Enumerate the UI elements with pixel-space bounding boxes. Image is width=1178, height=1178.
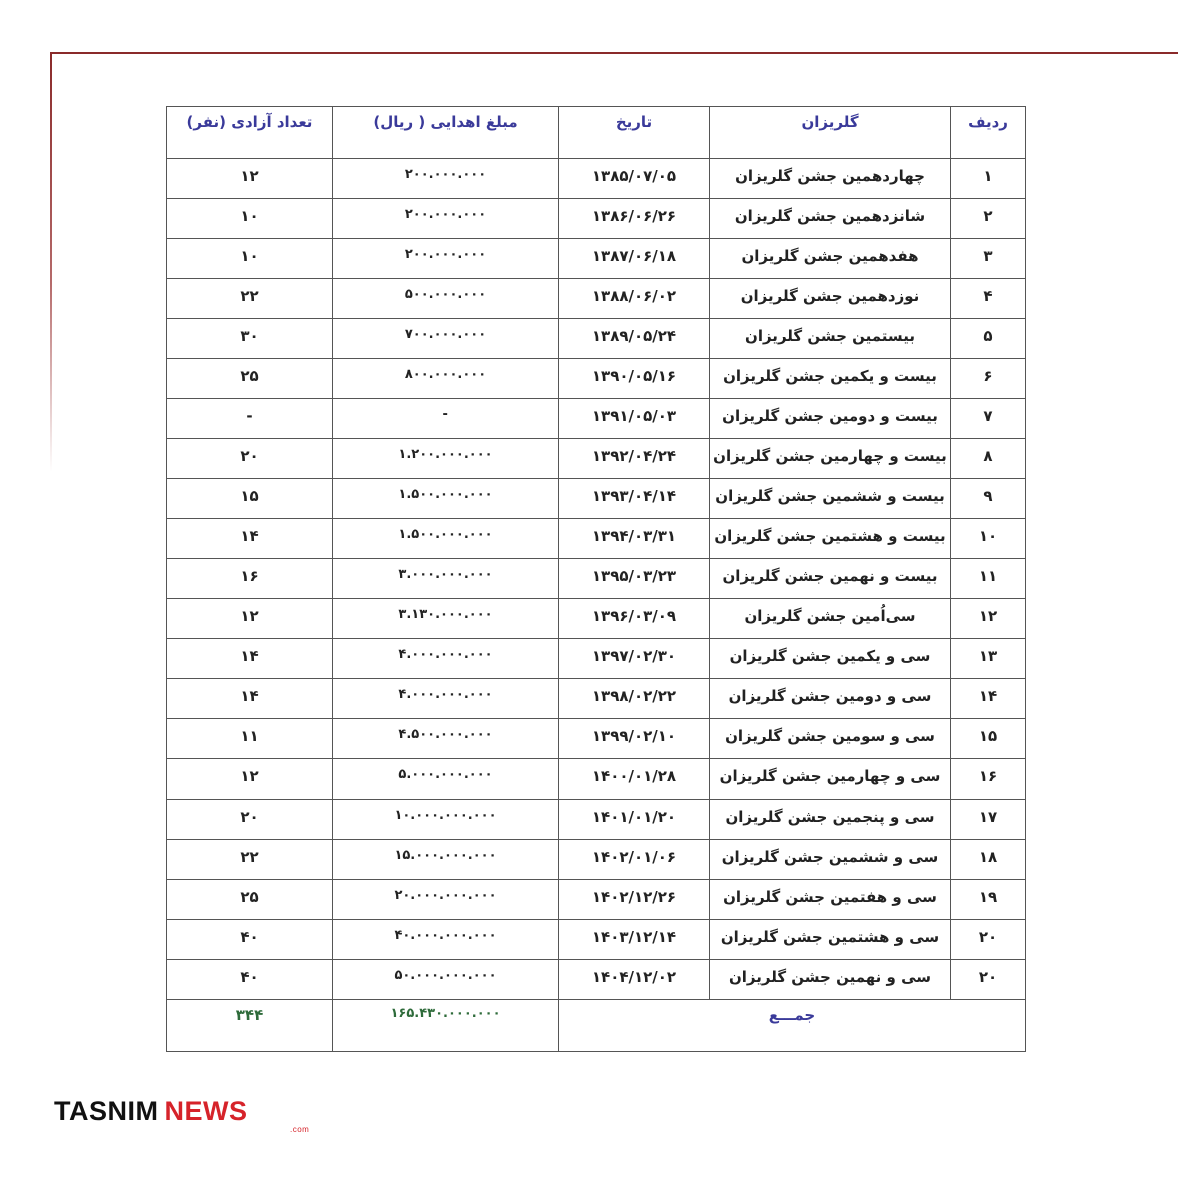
cell-amount: - — [333, 399, 559, 439]
cell-date: ۱۳۸۶/۰۶/۲۶ — [559, 199, 710, 239]
cell-date: ۱۳۹۹/۰۲/۱۰ — [559, 719, 710, 759]
cell-golrizan: هفدهمین جشن گلریزان — [710, 239, 951, 279]
tasnim-news-logo — [54, 1096, 310, 1136]
cell-date: ۱۳۹۵/۰۳/۲۳ — [559, 559, 710, 599]
table-row — [167, 319, 1026, 359]
cell-released-count: ۱۲ — [167, 599, 333, 639]
cell-golrizan: بیست و ششمین جشن گلریزان — [710, 479, 951, 519]
table-row — [167, 359, 1026, 399]
cell-date: ۱۳۸۷/۰۶/۱۸ — [559, 239, 710, 279]
cell-released-count: ۴۰ — [167, 919, 333, 959]
cell-amount: ۳.۰۰۰.۰۰۰.۰۰۰ — [333, 559, 559, 599]
cell-amount: ۱.۲۰۰.۰۰۰.۰۰۰ — [333, 439, 559, 479]
cell-golrizan: بیستمین جشن گلریزان — [710, 319, 951, 359]
cell-row-number: ۲ — [951, 199, 1026, 239]
table-row — [167, 199, 1026, 239]
cell-released-count: ۱۴ — [167, 639, 333, 679]
cell-released-count: ۱۰ — [167, 239, 333, 279]
cell-row-number: ۱۰ — [951, 519, 1026, 559]
cell-amount: ۷۰۰.۰۰۰.۰۰۰ — [333, 319, 559, 359]
cell-amount: ۴.۰۰۰.۰۰۰.۰۰۰ — [333, 679, 559, 719]
cell-released-count: ۲۰ — [167, 439, 333, 479]
cell-released-count: ۴۰ — [167, 959, 333, 999]
cell-golrizan: سی و یکمین جشن گلریزان — [710, 639, 951, 679]
cell-golrizan: بیست و دومین جشن گلریزان — [710, 399, 951, 439]
cell-golrizan: سی و سومین جشن گلریزان — [710, 719, 951, 759]
cell-row-number: ۸ — [951, 439, 1026, 479]
cell-amount: ۳.۱۳۰.۰۰۰.۰۰۰ — [333, 599, 559, 639]
cell-date: ۱۴۰۰/۰۱/۲۸ — [559, 759, 710, 799]
cell-released-count: ۱۵ — [167, 479, 333, 519]
brand-suffix: .com — [290, 1125, 310, 1134]
cell-row-number: ۴ — [951, 279, 1026, 319]
cell-amount: ۴.۵۰۰.۰۰۰.۰۰۰ — [333, 719, 559, 759]
cell-row-number: ۲۰ — [951, 919, 1026, 959]
header-row-number: ردیف — [951, 107, 1026, 159]
cell-golrizan: چهاردهمین جشن گلریزان — [710, 159, 951, 199]
table-row — [167, 479, 1026, 519]
total-row — [167, 999, 1026, 1051]
cell-row-number: ۷ — [951, 399, 1026, 439]
cell-released-count: ۱۶ — [167, 559, 333, 599]
table-row — [167, 679, 1026, 719]
cell-date: ۱۳۹۷/۰۲/۳۰ — [559, 639, 710, 679]
cell-amount: ۵.۰۰۰.۰۰۰.۰۰۰ — [333, 759, 559, 799]
golrizan-table — [166, 106, 1026, 1052]
cell-row-number: ۱۷ — [951, 799, 1026, 839]
cell-row-number: ۱ — [951, 159, 1026, 199]
cell-golrizan: سی و ششمین جشن گلریزان — [710, 839, 951, 879]
cell-amount: ۱۰.۰۰۰.۰۰۰.۰۰۰ — [333, 799, 559, 839]
cell-date: ۱۴۰۴/۱۲/۰۲ — [559, 959, 710, 999]
cell-date: ۱۳۹۰/۰۵/۱۶ — [559, 359, 710, 399]
header-released-count: تعداد آزادی (نفر) — [167, 107, 333, 159]
table-row — [167, 639, 1026, 679]
cell-row-number: ۱۸ — [951, 839, 1026, 879]
header-golrizan: گلریزان — [710, 107, 951, 159]
cell-released-count: ۲۲ — [167, 839, 333, 879]
cell-amount: ۲۰۰.۰۰۰.۰۰۰ — [333, 239, 559, 279]
cell-date: ۱۳۸۵/۰۷/۰۵ — [559, 159, 710, 199]
cell-released-count: ۱۲ — [167, 159, 333, 199]
cell-amount: ۵۰.۰۰۰.۰۰۰.۰۰۰ — [333, 959, 559, 999]
cell-amount: ۲۰.۰۰۰.۰۰۰.۰۰۰ — [333, 879, 559, 919]
cell-released-count: ۱۰ — [167, 199, 333, 239]
cell-date: ۱۳۹۲/۰۴/۲۴ — [559, 439, 710, 479]
cell-amount: ۴.۰۰۰.۰۰۰.۰۰۰ — [333, 639, 559, 679]
cell-golrizan: بیست و هشتمین جشن گلریزان — [710, 519, 951, 559]
cell-row-number: ۳ — [951, 239, 1026, 279]
cell-date: ۱۳۸۹/۰۵/۲۴ — [559, 319, 710, 359]
cell-released-count: ۱۱ — [167, 719, 333, 759]
cell-row-number: ۲۰ — [951, 959, 1026, 999]
table-row — [167, 399, 1026, 439]
cell-released-count: ۳۰ — [167, 319, 333, 359]
cell-date: ۱۳۹۶/۰۳/۰۹ — [559, 599, 710, 639]
total-released-count: ۳۴۴ — [167, 999, 333, 1051]
cell-row-number: ۱۵ — [951, 719, 1026, 759]
table-row — [167, 439, 1026, 479]
cell-amount: ۱.۵۰۰.۰۰۰.۰۰۰ — [333, 519, 559, 559]
cell-released-count: ۱۴ — [167, 679, 333, 719]
cell-released-count: ۱۲ — [167, 759, 333, 799]
cell-golrizan: شانزدهمین جشن گلریزان — [710, 199, 951, 239]
table-row — [167, 879, 1026, 919]
cell-golrizan: بیست و یکمین جشن گلریزان — [710, 359, 951, 399]
cell-golrizan: بیست و چهارمین جشن گلریزان — [710, 439, 951, 479]
cell-released-count: ۲۵ — [167, 879, 333, 919]
cell-date: ۱۴۰۱/۰۱/۲۰ — [559, 799, 710, 839]
cell-amount: ۴۰.۰۰۰.۰۰۰.۰۰۰ — [333, 919, 559, 959]
table-row — [167, 959, 1026, 999]
brand-name-tasnim: TASNIM — [54, 1096, 159, 1126]
cell-golrizan: سی و دومین جشن گلریزان — [710, 679, 951, 719]
cell-date: ۱۳۹۴/۰۳/۳۱ — [559, 519, 710, 559]
cell-released-count: ۲۵ — [167, 359, 333, 399]
table-row — [167, 159, 1026, 199]
cell-date: ۱۴۰۲/۰۱/۰۶ — [559, 839, 710, 879]
frame-line-top — [50, 52, 1178, 54]
cell-golrizan: سی و چهارمین جشن گلریزان — [710, 759, 951, 799]
cell-date: ۱۳۹۱/۰۵/۰۳ — [559, 399, 710, 439]
cell-amount: ۱.۵۰۰.۰۰۰.۰۰۰ — [333, 479, 559, 519]
cell-row-number: ۱۶ — [951, 759, 1026, 799]
cell-amount: ۸۰۰.۰۰۰.۰۰۰ — [333, 359, 559, 399]
cell-golrizan: سی و هفتمین جشن گلریزان — [710, 879, 951, 919]
cell-date: ۱۴۰۳/۱۲/۱۴ — [559, 919, 710, 959]
cell-golrizan: سی و هشتمین جشن گلریزان — [710, 919, 951, 959]
header-date: تاریخ — [559, 107, 710, 159]
table-row — [167, 559, 1026, 599]
cell-amount: ۲۰۰.۰۰۰.۰۰۰ — [333, 199, 559, 239]
cell-row-number: ۶ — [951, 359, 1026, 399]
cell-row-number: ۱۱ — [951, 559, 1026, 599]
cell-row-number: ۱۴ — [951, 679, 1026, 719]
cell-golrizan: نوزدهمین جشن گلریزان — [710, 279, 951, 319]
cell-row-number: ۱۲ — [951, 599, 1026, 639]
cell-amount: ۲۰۰.۰۰۰.۰۰۰ — [333, 159, 559, 199]
table-row — [167, 759, 1026, 799]
cell-golrizan: سی و نهمین جشن گلریزان — [710, 959, 951, 999]
cell-amount: ۱۵.۰۰۰.۰۰۰.۰۰۰ — [333, 839, 559, 879]
brand-name-news: NEWS — [164, 1096, 248, 1126]
frame-line-left — [50, 52, 52, 472]
table-row — [167, 799, 1026, 839]
table-row — [167, 519, 1026, 559]
cell-date: ۱۳۸۸/۰۶/۰۲ — [559, 279, 710, 319]
cell-released-count: - — [167, 399, 333, 439]
cell-golrizan: سی و پنجمین جشن گلریزان — [710, 799, 951, 839]
cell-row-number: ۱۳ — [951, 639, 1026, 679]
total-label: جمـــع — [559, 999, 1026, 1051]
table-row — [167, 239, 1026, 279]
table-row — [167, 839, 1026, 879]
cell-golrizan: سی‌اُمین جشن گلریزان — [710, 599, 951, 639]
cell-row-number: ۹ — [951, 479, 1026, 519]
header-row — [167, 107, 1026, 159]
cell-date: ۱۳۹۳/۰۴/۱۴ — [559, 479, 710, 519]
total-amount: ۱۶۵.۴۳۰.۰۰۰.۰۰۰ — [333, 999, 559, 1051]
cell-golrizan: بیست و نهمین جشن گلریزان — [710, 559, 951, 599]
cell-amount: ۵۰۰.۰۰۰.۰۰۰ — [333, 279, 559, 319]
cell-row-number: ۵ — [951, 319, 1026, 359]
table-row — [167, 719, 1026, 759]
cell-released-count: ۲۰ — [167, 799, 333, 839]
table-row — [167, 919, 1026, 959]
header-amount: مبلغ اهدایی ( ریال) — [333, 107, 559, 159]
cell-date: ۱۳۹۸/۰۲/۲۲ — [559, 679, 710, 719]
table-row — [167, 599, 1026, 639]
cell-released-count: ۱۴ — [167, 519, 333, 559]
cell-released-count: ۲۲ — [167, 279, 333, 319]
cell-row-number: ۱۹ — [951, 879, 1026, 919]
cell-date: ۱۴۰۲/۱۲/۲۶ — [559, 879, 710, 919]
table-row — [167, 279, 1026, 319]
